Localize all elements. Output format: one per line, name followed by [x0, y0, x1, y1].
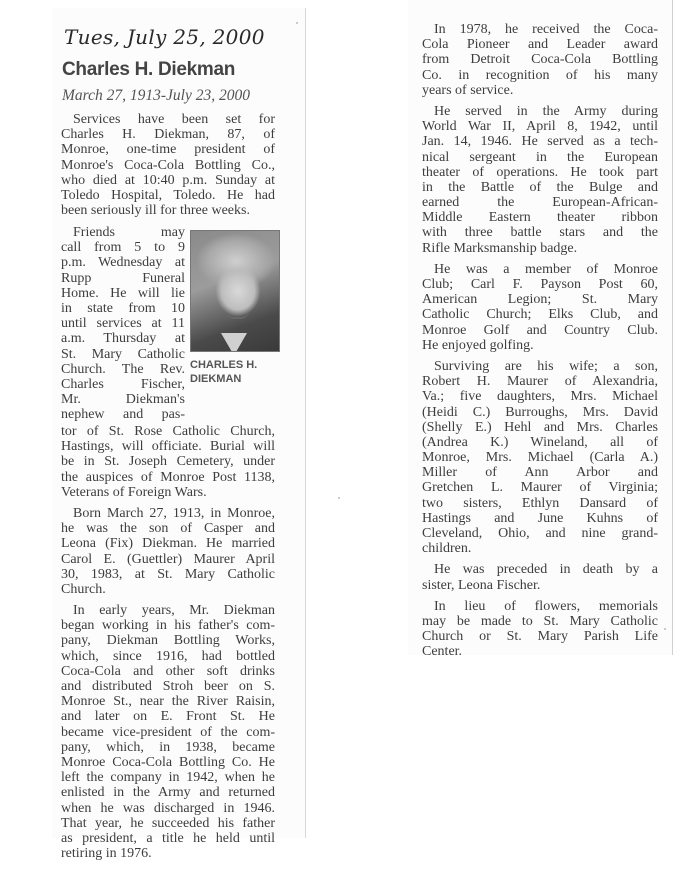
text-line: been seriously ill for three weeks. — [61, 203, 250, 219]
text-line: In 1978, he received the Coca- — [434, 22, 658, 37]
text-line: which, since 1916, had bottled — [61, 648, 275, 664]
text-line: Jan. 14, 1946. He served as a tech- — [422, 134, 658, 150]
text-line: Monroe, one-time president of — [61, 142, 275, 158]
text-line: who died at 10:40 p.m. Sunday at — [61, 172, 275, 188]
text-line: 30, 1983, at St. Mary Catholic — [61, 566, 275, 582]
text-line: Home. He will lie — [61, 285, 185, 301]
text-line: American Legion; St. Mary — [422, 292, 658, 308]
text-line: Coca-Cola and other soft drinks — [61, 663, 275, 679]
text-line: call from 5 to 9 — [61, 240, 185, 256]
text-line: (Shelly E.) Hehl and Mrs. Charles — [422, 419, 658, 435]
paper-speck — [296, 22, 298, 24]
text-line: the auspices of Monroe Post 1138, — [61, 469, 275, 485]
text-line: St. Mary Catholic — [61, 346, 185, 362]
text-line: Rifle Marksmanship badge. — [422, 240, 578, 256]
text-line: years of service. — [422, 82, 514, 98]
text-line: nical sergeant in the European — [422, 149, 658, 165]
text-line: Co. in recognition of his many — [422, 67, 658, 83]
text-line: Born March 27, 1913, in Monroe, — [73, 505, 275, 521]
portrait-photo — [190, 230, 280, 352]
text-line: Church. The Rev. — [61, 361, 185, 377]
text-line: (Heidi C.) Burroughs, Mrs. David — [422, 404, 658, 420]
photo-caption — [190, 358, 280, 386]
text-line: In lieu of flowers, memorials — [434, 598, 658, 614]
text-line: Hastings, will officiate. Burial will — [61, 439, 275, 455]
life-dates: March 27, 1913-July 23, 2000 — [62, 87, 250, 104]
text-line: Church or St. Mary Parish Life — [422, 629, 658, 645]
paper-speck — [338, 497, 340, 499]
text-line: as president, a title he held until — [61, 830, 275, 846]
text-line: Monroe St., near the River Raisin, — [61, 694, 275, 710]
text-line: Monroe Golf and Country Club. — [422, 322, 658, 338]
text-line: Va.; five daughters, Mrs. Michael — [422, 389, 658, 405]
text-line: Hastings and June Kuhns of — [422, 510, 658, 526]
text-line: (Andrea K.) Wineland, all of — [422, 434, 658, 450]
text-line: two sisters, Ethlyn Dansard of — [422, 495, 658, 511]
text-line: Miller of Ann Arbor and — [422, 465, 658, 481]
text-line: began working in his father's com- — [61, 618, 275, 634]
text-line: Monroe Coca-Cola Bottling Co. He — [61, 754, 275, 770]
text-line: He enjoyed golfing. — [422, 337, 534, 353]
text-line: until services at 11 — [61, 316, 185, 332]
text-line: He served in the Army during — [434, 103, 658, 119]
text-line: nephew and pas- — [61, 407, 185, 423]
text-line: Monroe's Coca-Cola Bottling Co., — [61, 157, 275, 173]
text-line: sister, Leona Fischer. — [422, 577, 541, 593]
text-line: Surviving are his wife; a son, — [434, 358, 658, 374]
portrait-smile — [224, 309, 250, 319]
text-line: Charles H. Diekman, 87, of — [61, 127, 275, 143]
text-line: pany, which, in 1938, became — [61, 739, 275, 755]
text-line: That year, he succeeded his father — [61, 815, 275, 831]
left-column-lower — [61, 424, 275, 861]
photo-caption-line2: DIEKMAN — [190, 373, 242, 385]
text-line: when he was discharged in 1946. — [61, 800, 275, 816]
text-line: in state from 10 — [61, 300, 185, 316]
text-line: he was the son of Casper and — [61, 521, 275, 537]
text-line: became vice-president of the com- — [61, 724, 275, 740]
text-line: enlisted in the Army and returned — [61, 785, 275, 801]
text-line: Mr. Diekman's — [61, 392, 185, 408]
text-line: with three battle stars and the — [422, 225, 658, 241]
text-line: Center. — [422, 644, 463, 660]
left-column-para2-narrow — [61, 225, 185, 422]
paper-speck — [664, 628, 666, 630]
text-line: Club; Carl F. Payson Post 60, — [422, 277, 658, 292]
text-line: p.m. Wednesday at — [61, 255, 185, 271]
text-line: Gretchen L. Maurer of Virginia; — [422, 480, 658, 496]
text-line: a.m. Thursday at — [61, 331, 185, 347]
text-line: Middle Eastern theater ribbon — [422, 210, 658, 226]
text-line: Church. — [61, 581, 106, 597]
portrait-shirt-collar — [221, 333, 247, 351]
text-line: and later on E. Front St. He — [61, 709, 275, 725]
text-line: Catholic Church; Elks Club, and — [422, 307, 658, 323]
text-line: retiring in 1976. — [61, 846, 152, 862]
photo-caption-line1: CHARLES H. — [190, 359, 258, 371]
text-line: theater of operations. He took part — [422, 164, 658, 180]
text-line: Veterans of Foreign Wars. — [61, 484, 207, 500]
text-line: He was preceded in death by a — [434, 562, 658, 578]
text-line: Leona (Fix) Diekman. He married — [61, 536, 275, 552]
text-line: Services have been set for — [73, 112, 275, 127]
text-line: in the Battle of the Bulge and — [422, 179, 658, 195]
text-line: may be made to St. Mary Catholic — [422, 613, 658, 629]
text-line: Friends may — [73, 225, 185, 240]
text-line: In early years, Mr. Diekman — [73, 603, 275, 619]
text-line: He was a member of Monroe — [434, 261, 658, 277]
left-column-para1 — [61, 112, 275, 218]
text-line: World War II, April 8, 1942, until — [422, 119, 658, 135]
text-line: Toledo Hospital, Toledo. He had — [61, 187, 275, 203]
text-line: Charles Fischer, — [61, 376, 185, 392]
text-line: left the company in 1942, when he — [61, 770, 275, 786]
text-line: earned the European-African- — [422, 195, 658, 211]
text-line: Cleveland, Ohio, and nine grand- — [422, 526, 658, 541]
text-line: children. — [422, 541, 472, 557]
text-line: Cola Pioneer and Leader award — [422, 37, 658, 53]
right-column — [422, 22, 658, 660]
text-line: pany, Diekman Bottling Works, — [61, 633, 275, 649]
text-line: from Detroit Coca-Cola Bottling — [422, 52, 658, 68]
text-line: and distributed Stroh beer on S. — [61, 679, 275, 694]
text-line: Monroe, Mrs. Michael (Carla A.) — [422, 450, 658, 466]
text-line: Rupp Funeral — [61, 270, 185, 286]
text-line: be in St. Joseph Cemetery, under — [61, 454, 275, 470]
text-line: Carol E. (Guettler) Maurer April — [61, 551, 275, 567]
handwritten-date: Tues, July 25, 2000 — [64, 25, 265, 49]
text-line: tor of St. Rose Catholic Church, — [61, 424, 275, 439]
obituary-headline: Charles H. Diekman — [62, 59, 236, 80]
text-line: Robert H. Maurer of Alexandria, — [422, 374, 658, 390]
